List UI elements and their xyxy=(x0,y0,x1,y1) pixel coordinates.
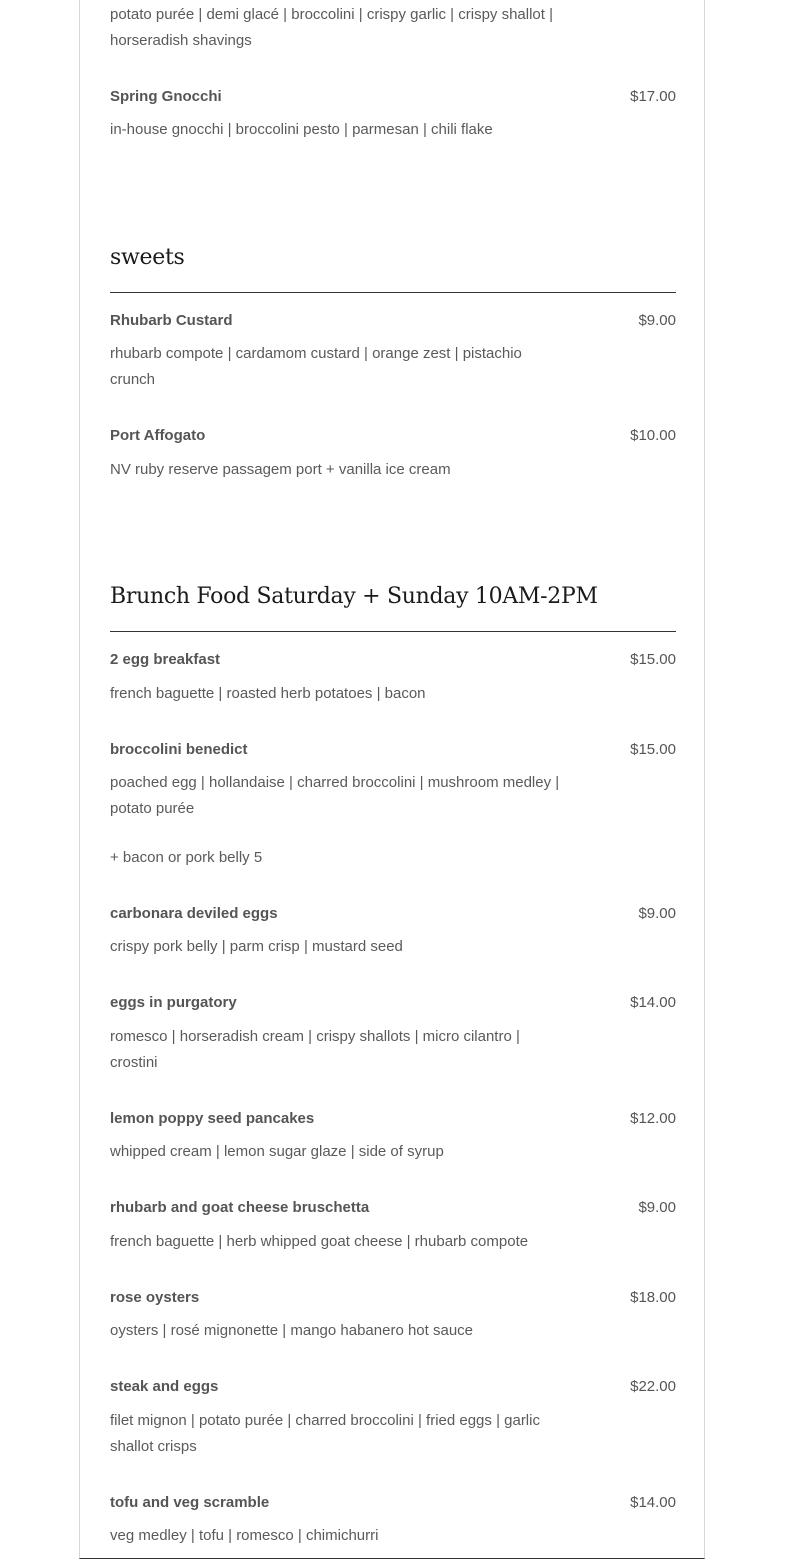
menu-item-description: poached egg | hollandaise | charred broccolini | mushroom medley | potato purée xyxy=(110,774,560,817)
menu-item-price: $9.00 xyxy=(638,312,676,329)
menu-item-name: Rhubarb Custard xyxy=(110,312,233,329)
menu-item-name: 2 egg breakfast xyxy=(110,651,221,668)
menu-item-price: $14.00 xyxy=(630,994,676,1011)
menu-item-description: french baguette | roasted herb potatoes | bacon xyxy=(110,685,426,702)
menu-item-price: $15.00 xyxy=(630,741,676,758)
menu-item-name: Port Affogato xyxy=(110,427,206,444)
menu-item-description: veg medley | tofu | romesco | chimichurri xyxy=(110,1527,379,1544)
menu-item-price: $17.00 xyxy=(630,88,676,105)
menu-item-description: crispy pork belly | parm crisp | mustard seed xyxy=(110,938,403,955)
menu-item-name: tofu and veg scramble xyxy=(110,1494,270,1511)
menu-item-price: $12.00 xyxy=(630,1110,676,1127)
section-heading-sweets: sweets xyxy=(110,245,185,270)
menu-item-addon: + bacon or pork belly 5 xyxy=(110,849,263,866)
menu-item-name: steak and eggs xyxy=(110,1378,219,1395)
menu-item-name: lemon poppy seed pancakes xyxy=(110,1110,315,1127)
menu-item-description: oysters | rosé mignonette | mango habanero hot sauce xyxy=(110,1322,474,1339)
menu-item-description: in-house gnocchi | broccolini pesto | parmesan | chili flake xyxy=(110,121,493,138)
menu-item-price: $14.00 xyxy=(630,1494,676,1511)
menu-item-price: $18.00 xyxy=(630,1289,676,1306)
menu-item-name: rose oysters xyxy=(110,1289,200,1306)
menu-item-price: $9.00 xyxy=(638,1199,676,1216)
menu-item-name: eggs in purgatory xyxy=(110,994,237,1011)
menu-item-description: NV ruby reserve passagem port + vanilla ice cream xyxy=(110,461,451,478)
menu-item-price: $22.00 xyxy=(630,1378,676,1395)
menu-item-name: carbonara deviled eggs xyxy=(110,905,278,922)
menu-item-description: potato purée | demi glacé | broccolini | crispy garlic | crispy shallot | horseradish shavings xyxy=(110,6,554,49)
menu-item-description: french baguette | herb whipped goat cheese | rhubarb compote xyxy=(110,1233,529,1250)
menu-item-description: romesco | horseradish cream | crispy shallots | micro cilantro | crostini xyxy=(110,1028,520,1071)
menu-item-description: filet mignon | potato purée | charred broccolini | fried eggs | garlic shallot crisps xyxy=(110,1412,540,1455)
section-divider xyxy=(110,292,676,293)
menu-item-name: Spring Gnocchi xyxy=(110,88,222,105)
section-heading-brunch: Brunch Food Saturday + Sunday 10AM-2PM xyxy=(110,584,598,609)
menu-item-name: rhubarb and goat cheese bruschetta xyxy=(110,1199,370,1216)
menu-item-description: rhubarb compote | cardamom custard | orange zest | pistachio crunch xyxy=(110,345,522,388)
menu-item-name: broccolini benedict xyxy=(110,741,248,758)
section-divider xyxy=(110,631,676,632)
menu-item-price: $15.00 xyxy=(630,651,676,668)
menu-item-description: whipped cream | lemon sugar glaze | side of syrup xyxy=(110,1143,444,1160)
menu-item-price: $10.00 xyxy=(630,427,676,444)
menu-item-price: $9.00 xyxy=(638,905,676,922)
